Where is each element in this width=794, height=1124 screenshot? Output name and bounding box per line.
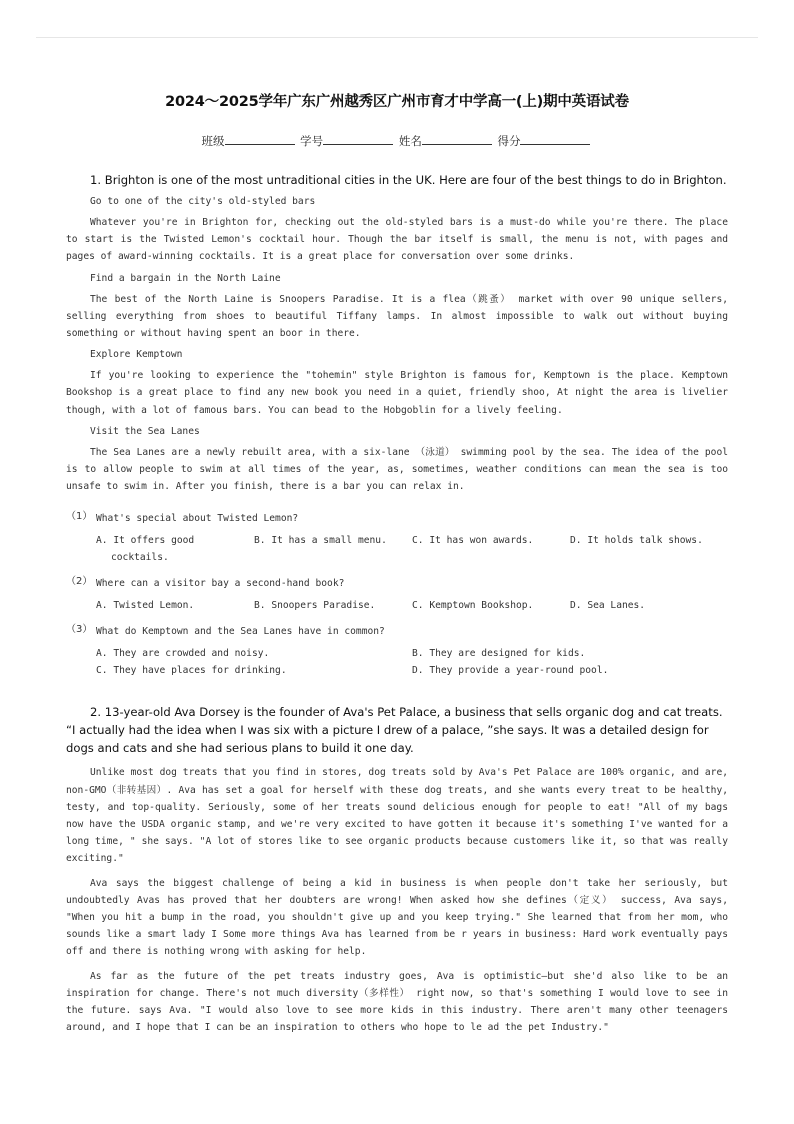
section-heading: Go to one of the city's old-styled bars xyxy=(90,196,316,207)
option-d[interactable]: D. Sea Lanes. xyxy=(570,600,646,612)
subquestion-number: （1） xyxy=(66,511,93,523)
option-a[interactable]: A. It offers good cocktails. xyxy=(96,535,195,564)
option-c[interactable]: C. It has won awards. xyxy=(412,535,534,547)
exam-page xyxy=(66,90,728,1036)
field-class-blank[interactable] xyxy=(225,134,295,145)
subquestion-number: （3） xyxy=(66,624,93,636)
field-id-blank[interactable] xyxy=(323,134,393,145)
section-heading: Visit the Sea Lanes xyxy=(90,425,200,437)
student-info-fields xyxy=(66,133,728,149)
field-name-label: 姓名 xyxy=(398,134,422,148)
section-heading: Find a bargain in the North Laine xyxy=(90,272,281,284)
option-b[interactable]: B. Snoopers Paradise. xyxy=(254,600,376,612)
top-divider xyxy=(36,37,758,38)
section-text: The best of the North Laine is Snoopers Paradise. It is a flea（跳蚤） market with over 90 unique sellers, selling everything from shoes to beautiful Tiffany lamps. In almost impossible to walk out without buying something or without having spent an boor in there. xyxy=(66,293,728,340)
subquestion-text: Where can a visitor bay a second-hand book? xyxy=(96,578,345,590)
option-b[interactable]: B. It has a small menu. xyxy=(254,535,387,547)
options-1 xyxy=(66,532,728,566)
field-name-blank[interactable] xyxy=(422,134,492,145)
option-b[interactable]: B. They are designed for kids. xyxy=(412,648,586,660)
option-d[interactable]: D. It holds talk shows. xyxy=(570,535,703,547)
passage-paragraph: As far as the future of the pet treats industry goes, Ava is optimistic—but she'd also like to be an inspiration for change. There's not much diversity（多样性） right now, so that's something I would love to see in the future. says Ava. "I would also love to see more kids in this industry. There aren't many other teenagers around, and I hope that I can be an inspiration to others who hope to le ad the pet Industry." xyxy=(66,970,728,1034)
option-a[interactable]: A. They are crowded and noisy. xyxy=(96,648,270,660)
section-text: If you're looking to experience the "tohemin" style Brighton is famous for, Kemptown is the place. Kemptown Bookshop is a great place to find any new book you need in a quiet, friendly shoo, At night the area is livelier though, with a lot of famous bars. You can bead to the Hobgoblin for a lively feeling. xyxy=(66,370,728,416)
options-2 xyxy=(66,597,728,614)
subquestion-1 xyxy=(66,513,728,524)
option-d[interactable]: D. They provide a year-round pool. xyxy=(412,665,609,677)
field-score-blank[interactable] xyxy=(520,134,590,145)
option-a[interactable]: A. Twisted Lemon. xyxy=(96,600,195,612)
subquestion-text: What do Kemptown and the Sea Lanes have in common? xyxy=(96,626,385,638)
option-c[interactable]: C. They have places for drinking. xyxy=(96,665,287,677)
subquestion-3 xyxy=(66,626,728,637)
question-1-stem: 1. Brighton is one of the most untraditional cities in the UK. Here are four of the best things to do in Brighton. xyxy=(90,173,727,187)
question-2-stem: 2. 13-year-old Ava Dorsey is the founder of Ava's Pet Palace, a business that sells organic dog and cat treats. “I actually had the idea when I was six with a picture I drew of a palace, ”she says. It was a detailed design for dogs and cats and she had serious plans to build it one day. xyxy=(66,705,723,756)
subquestion-text: What's special about Twisted Lemon? xyxy=(96,513,299,525)
field-score-label: 得分 xyxy=(497,134,521,148)
options-3 xyxy=(66,645,728,679)
passage-paragraph: Ava says the biggest challenge of being a kid in business is when people don't take her seriously, but undoubtedly Avas has proved that her doubters are wrong! When asked how she defines（定义） success, Ava says, "When you hit a bump in the road, you shouldn't give up and you keep trying." She learned that from her mom, who sounds like a smart lady I Some more things Ava has learned from be r years in business: Hard work eventually pays off and there is nothing wrong with asking for help. xyxy=(66,877,728,958)
section-text: The Sea Lanes are a newly rebuilt area, with a six-lane （泳道） swimming pool by the sea. The idea of the pool is to allow people to swim at all times of the year, as, sometimes, weather conditions can mean the sea is too unsafe to swim in. After you finish, there is a bar you can relax in. xyxy=(66,446,728,493)
field-class-label: 班级 xyxy=(201,134,225,148)
option-c[interactable]: C. Kemptown Bookshop. xyxy=(412,600,534,612)
page-title: 2024～2025学年广东广州越秀区广州市育才中学高一(上)期中英语试卷 xyxy=(165,94,629,110)
question-1 xyxy=(66,171,728,679)
section-heading: Explore Kemptown xyxy=(90,349,183,361)
subquestion-2 xyxy=(66,578,728,589)
section-text: Whatever you're in Brighton for, checking out the old-styled bars is a must-do while you're there. The place to start is the Twisted Lemon's cocktail hour. Though the bar itself is small, the menu is not, with pages and pages of award-winning cocktails. It is a great place for conversation over some drinks. xyxy=(66,217,728,263)
field-id-label: 学号 xyxy=(300,134,324,148)
subquestion-number: （2） xyxy=(66,576,93,588)
question-2 xyxy=(66,703,728,1036)
passage-paragraph: Unlike most dog treats that you find in stores, dog treats sold by Ava's Pet Palace are 100% organic, and are, non-GMO（非转基因）. Ava has set a goal for herself with these dog treats, and she wants every treat to be healthy, testy, and top-quality. Seriously, some of her treats sound delicious enough for people to eat! "All of my bags now have the USDA organic stamp, and we're very excited to have gotten it because it's something I've wanted for a long time, " she says. "A lot of stores like to see organic products because customers like it, so that was really exciting." xyxy=(66,767,728,865)
